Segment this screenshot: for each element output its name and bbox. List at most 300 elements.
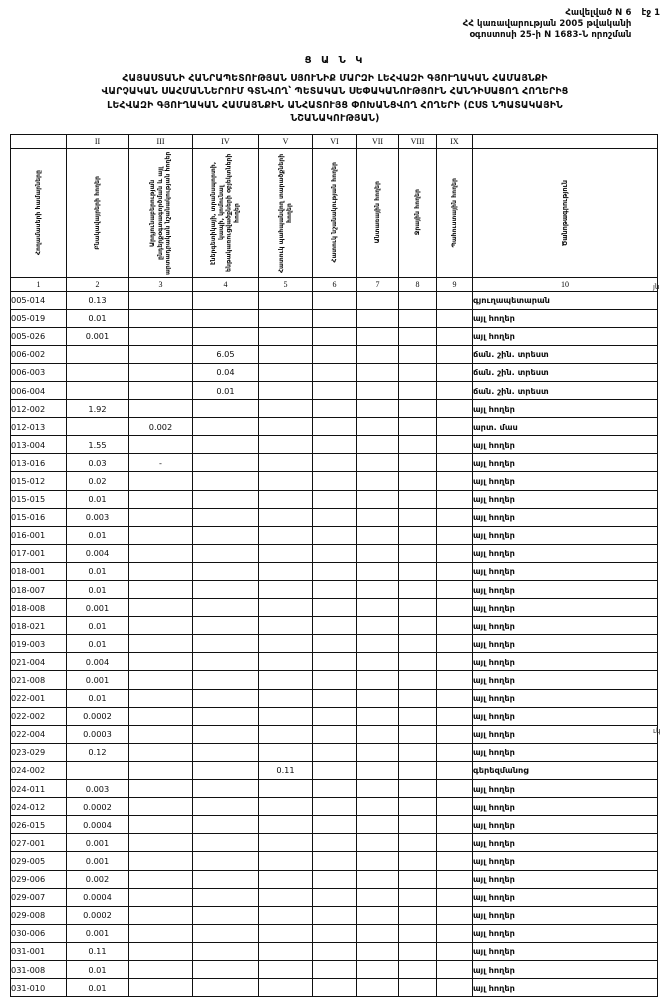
cell-water <box>399 906 437 924</box>
cell-forest <box>357 562 399 580</box>
cell-protected <box>259 526 313 544</box>
table-row <box>11 834 658 852</box>
cell-note: այլ հողեր <box>473 400 658 418</box>
cell-parcel-number: 031-010 <box>11 979 67 997</box>
cell-water <box>399 418 437 436</box>
cell-reserve <box>437 454 473 472</box>
cell-forest <box>357 653 399 671</box>
cell-reserve <box>437 942 473 960</box>
cell-note: այլ հողեր <box>473 743 658 761</box>
cell-parcel-number: 015-012 <box>11 472 67 490</box>
cell-water <box>399 870 437 888</box>
cell-parcel-number: 018-008 <box>11 599 67 617</box>
cell-protected <box>259 562 313 580</box>
cell-infrastructure <box>193 924 259 942</box>
cell-protected <box>259 617 313 635</box>
cell-special <box>313 707 357 725</box>
cell-infrastructure <box>193 599 259 617</box>
cell-forest <box>357 870 399 888</box>
cell-industrial <box>129 888 193 906</box>
cell-infrastructure <box>193 562 259 580</box>
cell-parcel-number: 021-008 <box>11 671 67 689</box>
cell-protected <box>259 924 313 942</box>
table-row <box>11 581 658 599</box>
cell-reserve <box>437 508 473 526</box>
colnum-1: 1 <box>11 277 67 291</box>
cell-note: այլ հողեր <box>473 798 658 816</box>
cell-infrastructure <box>193 743 259 761</box>
cell-note: այլ հողեր <box>473 490 658 508</box>
cell-special <box>313 816 357 834</box>
cell-forest <box>357 707 399 725</box>
cell-forest <box>357 816 399 834</box>
cell-note: այլ հողեր <box>473 924 658 942</box>
cell-settlement <box>67 381 129 399</box>
table-row <box>11 291 658 309</box>
cell-infrastructure <box>193 761 259 779</box>
cell-settlement: 0.0004 <box>67 816 129 834</box>
cell-note: այլ հողեր <box>473 544 658 562</box>
table-row <box>11 979 658 997</box>
cell-reserve <box>437 490 473 508</box>
cell-special <box>313 309 357 327</box>
cell-special <box>313 924 357 942</box>
roman-cell-4: IV <box>193 134 259 148</box>
cell-industrial <box>129 798 193 816</box>
cell-special <box>313 888 357 906</box>
cell-parcel-number: 019-003 <box>11 635 67 653</box>
cell-water <box>399 436 437 454</box>
land-parcels-table <box>10 134 658 997</box>
cell-special <box>313 635 357 653</box>
cell-protected <box>259 870 313 888</box>
cell-special <box>313 725 357 743</box>
cell-protected <box>259 581 313 599</box>
cell-settlement: 0.03 <box>67 454 129 472</box>
cell-protected <box>259 400 313 418</box>
cell-note: ճան. շին. տրեստ <box>473 363 658 381</box>
cell-water <box>399 852 437 870</box>
cell-water <box>399 689 437 707</box>
document-header <box>10 8 660 41</box>
cell-infrastructure <box>193 454 259 472</box>
cell-industrial <box>129 526 193 544</box>
cell-note: այլ հողեր <box>473 906 658 924</box>
cell-settlement: 0.01 <box>67 309 129 327</box>
cell-special <box>313 345 357 363</box>
table-row <box>11 707 658 725</box>
cell-note: այլ հողեր <box>473 942 658 960</box>
cell-note: այլ հողեր <box>473 508 658 526</box>
cell-water <box>399 671 437 689</box>
cell-note: այլ հողեր <box>473 454 658 472</box>
cell-industrial <box>129 381 193 399</box>
cell-parcel-number: 031-001 <box>11 942 67 960</box>
cell-reserve <box>437 870 473 888</box>
cell-forest <box>357 960 399 978</box>
cell-special <box>313 617 357 635</box>
cell-parcel-number: 017-001 <box>11 544 67 562</box>
cell-settlement <box>67 345 129 363</box>
cell-special <box>313 761 357 779</box>
cell-reserve <box>437 599 473 617</box>
cell-forest <box>357 689 399 707</box>
cell-special <box>313 870 357 888</box>
cell-parcel-number: 029-006 <box>11 870 67 888</box>
cell-reserve <box>437 852 473 870</box>
cell-industrial: 0.002 <box>129 418 193 436</box>
cell-infrastructure <box>193 327 259 345</box>
cell-industrial <box>129 291 193 309</box>
table-row <box>11 472 658 490</box>
cell-special <box>313 381 357 399</box>
cell-water <box>399 960 437 978</box>
cell-note: այլ հողեր <box>473 327 658 345</box>
margin-mark-row-27: ւկ <box>653 727 660 735</box>
table-row <box>11 689 658 707</box>
cell-protected <box>259 635 313 653</box>
cell-reserve <box>437 979 473 997</box>
cell-parcel-number: 012-002 <box>11 400 67 418</box>
cell-forest <box>357 309 399 327</box>
cell-forest <box>357 490 399 508</box>
cell-parcel-number: 005-014 <box>11 291 67 309</box>
cell-forest <box>357 780 399 798</box>
cell-settlement: 0.01 <box>67 526 129 544</box>
cell-parcel-number: 016-001 <box>11 526 67 544</box>
cell-reserve <box>437 381 473 399</box>
cell-infrastructure <box>193 689 259 707</box>
cell-protected <box>259 327 313 345</box>
cell-protected <box>259 942 313 960</box>
roman-cell-9: IX <box>437 134 473 148</box>
cell-note: այլ հողեր <box>473 960 658 978</box>
table-row <box>11 960 658 978</box>
cell-infrastructure: 6.05 <box>193 345 259 363</box>
cell-water <box>399 707 437 725</box>
cell-reserve <box>437 653 473 671</box>
header-reference-block <box>463 8 632 41</box>
table-row <box>11 363 658 381</box>
table-row <box>11 942 658 960</box>
table-row <box>11 526 658 544</box>
cell-parcel-number: 022-001 <box>11 689 67 707</box>
cell-settlement: 0.02 <box>67 472 129 490</box>
cell-settlement: 0.01 <box>67 562 129 580</box>
cell-special <box>313 942 357 960</box>
cell-special <box>313 689 357 707</box>
table-row <box>11 924 658 942</box>
cell-parcel-number: 023-029 <box>11 743 67 761</box>
cell-water <box>399 617 437 635</box>
cell-note: այլ հողեր <box>473 599 658 617</box>
cell-special <box>313 291 357 309</box>
cell-infrastructure <box>193 436 259 454</box>
cell-parcel-number: 013-004 <box>11 436 67 454</box>
cell-special <box>313 327 357 345</box>
cell-infrastructure <box>193 490 259 508</box>
cell-industrial <box>129 671 193 689</box>
cell-water <box>399 490 437 508</box>
table-row <box>11 780 658 798</box>
cell-reserve <box>437 635 473 653</box>
column-header-protected-lands: Հատուկ պահպանվող տարածքների հողեր <box>259 148 313 277</box>
cell-reserve <box>437 418 473 436</box>
cell-parcel-number: 030-006 <box>11 924 67 942</box>
cell-note: այլ հողեր <box>473 635 658 653</box>
cell-note: այլ հողեր <box>473 780 658 798</box>
cell-industrial <box>129 490 193 508</box>
cell-parcel-number: 022-002 <box>11 707 67 725</box>
cell-water <box>399 888 437 906</box>
cell-water <box>399 327 437 345</box>
cell-water <box>399 924 437 942</box>
cell-note: այլ հողեր <box>473 581 658 599</box>
cell-industrial <box>129 979 193 997</box>
cell-special <box>313 544 357 562</box>
cell-special <box>313 798 357 816</box>
cell-parcel-number: 018-001 <box>11 562 67 580</box>
table-body <box>11 291 658 997</box>
cell-water <box>399 834 437 852</box>
cell-industrial <box>129 544 193 562</box>
cell-infrastructure <box>193 291 259 309</box>
cell-reserve <box>437 960 473 978</box>
cell-protected <box>259 834 313 852</box>
cell-protected <box>259 291 313 309</box>
cell-protected <box>259 472 313 490</box>
cell-settlement: 0.01 <box>67 979 129 997</box>
cell-settlement: 0.01 <box>67 581 129 599</box>
cell-industrial <box>129 436 193 454</box>
table-row <box>11 562 658 580</box>
cell-forest <box>357 617 399 635</box>
colnum-4: 4 <box>193 277 259 291</box>
cell-settlement: 0.003 <box>67 780 129 798</box>
cell-special <box>313 834 357 852</box>
table-row <box>11 309 658 327</box>
cell-industrial <box>129 707 193 725</box>
cell-settlement: 0.01 <box>67 689 129 707</box>
cell-parcel-number: 015-015 <box>11 490 67 508</box>
cell-reserve <box>437 780 473 798</box>
table-row <box>11 761 658 779</box>
cell-protected <box>259 381 313 399</box>
cell-infrastructure <box>193 526 259 544</box>
colnum-10: 10 <box>473 277 658 291</box>
cell-reserve <box>437 924 473 942</box>
cell-note: այլ հողեր <box>473 816 658 834</box>
cell-forest <box>357 436 399 454</box>
header-line-3: օգոստոսի 25-ի N 1683-Ն որոշման <box>463 30 632 41</box>
cell-protected <box>259 363 313 381</box>
table-row <box>11 400 658 418</box>
cell-forest <box>357 888 399 906</box>
cell-industrial <box>129 960 193 978</box>
cell-note: ճան. շին. տրեստ <box>473 345 658 363</box>
cell-settlement <box>67 761 129 779</box>
cell-protected <box>259 979 313 997</box>
roman-cell-6: VI <box>313 134 357 148</box>
cell-infrastructure <box>193 906 259 924</box>
cell-protected <box>259 960 313 978</box>
cell-water <box>399 599 437 617</box>
cell-note: ճան. շին. տրեստ <box>473 381 658 399</box>
cell-forest <box>357 834 399 852</box>
cell-settlement: 0.01 <box>67 635 129 653</box>
table-row <box>11 454 658 472</box>
cell-forest <box>357 743 399 761</box>
cell-forest <box>357 942 399 960</box>
cell-industrial <box>129 761 193 779</box>
cell-forest <box>357 400 399 418</box>
cell-protected <box>259 436 313 454</box>
cell-forest <box>357 924 399 942</box>
cell-reserve <box>437 743 473 761</box>
cell-parcel-number: 006-003 <box>11 363 67 381</box>
table-row <box>11 852 658 870</box>
cell-settlement: 0.001 <box>67 671 129 689</box>
cell-settlement: 0.0002 <box>67 707 129 725</box>
cell-settlement: 0.01 <box>67 960 129 978</box>
cell-industrial <box>129 472 193 490</box>
column-header-infrastructure-lands: էներգետիկայի, տրանսպորտի, կապի, կոմունալ ենթակառուցվածքների օբյեկտների հողեր <box>193 148 259 277</box>
cell-protected <box>259 707 313 725</box>
table-row <box>11 544 658 562</box>
cell-infrastructure <box>193 508 259 526</box>
cell-reserve <box>437 834 473 852</box>
cell-industrial <box>129 725 193 743</box>
cell-settlement: 0.0002 <box>67 906 129 924</box>
cell-special <box>313 906 357 924</box>
cell-special <box>313 418 357 436</box>
cell-water <box>399 400 437 418</box>
cell-industrial <box>129 400 193 418</box>
cell-forest <box>357 345 399 363</box>
cell-reserve <box>437 816 473 834</box>
cell-infrastructure <box>193 816 259 834</box>
cell-water <box>399 798 437 816</box>
cell-industrial <box>129 942 193 960</box>
cell-note: արտ. մաս <box>473 418 658 436</box>
column-header-parcel-number: Հողամասերի համարները <box>11 148 67 277</box>
cell-parcel-number: 018-007 <box>11 581 67 599</box>
cell-water <box>399 780 437 798</box>
cell-parcel-number: 022-004 <box>11 725 67 743</box>
cell-industrial <box>129 581 193 599</box>
cell-reserve <box>437 617 473 635</box>
cell-parcel-number: 005-026 <box>11 327 67 345</box>
cell-water <box>399 472 437 490</box>
cell-special <box>313 436 357 454</box>
cell-industrial <box>129 562 193 580</box>
cell-industrial <box>129 363 193 381</box>
table-row <box>11 418 658 436</box>
cell-forest <box>357 635 399 653</box>
cell-protected <box>259 345 313 363</box>
cell-infrastructure <box>193 707 259 725</box>
cell-protected <box>259 454 313 472</box>
cell-special <box>313 526 357 544</box>
roman-cell-10 <box>473 134 658 148</box>
page-number: էջ 1 <box>641 8 660 18</box>
cell-parcel-number: 029-007 <box>11 888 67 906</box>
cell-settlement: 1.92 <box>67 400 129 418</box>
cell-water <box>399 309 437 327</box>
cell-reserve <box>437 309 473 327</box>
cell-protected <box>259 418 313 436</box>
cell-protected <box>259 309 313 327</box>
cell-protected <box>259 671 313 689</box>
title-line-2: ՎԱՐՉԱԿԱՆ ՍԱՀՄԱՆՆԵՐՈՒՄ ԳՏՆՎՈՂ՝ ՊԵՏԱԿԱՆ ՍԵՓԱԿԱՆՈՒԹՅՈՒՆ ՀԱՆԴԻՍԱՑՈՂ ՀՈՂԵՐԻՑ <box>24 85 646 98</box>
cell-note: այլ հողեր <box>473 725 658 743</box>
colnum-7: 7 <box>357 277 399 291</box>
cell-infrastructure <box>193 418 259 436</box>
cell-protected <box>259 852 313 870</box>
cell-protected <box>259 490 313 508</box>
table-row <box>11 490 658 508</box>
cell-note: այլ հողեր <box>473 562 658 580</box>
cell-settlement: 0.001 <box>67 852 129 870</box>
header-line-1: Հավելված N 6 <box>463 8 632 19</box>
cell-forest <box>357 761 399 779</box>
cell-infrastructure: 0.04 <box>193 363 259 381</box>
cell-water <box>399 816 437 834</box>
table-row <box>11 381 658 399</box>
colnum-9: 9 <box>437 277 473 291</box>
table-row <box>11 725 658 743</box>
cell-parcel-number: 031-008 <box>11 960 67 978</box>
cell-special <box>313 363 357 381</box>
cell-water <box>399 562 437 580</box>
cell-note: այլ հողեր <box>473 671 658 689</box>
table-row <box>11 508 658 526</box>
cell-infrastructure: 0.01 <box>193 381 259 399</box>
cell-settlement: 0.001 <box>67 834 129 852</box>
cell-reserve <box>437 345 473 363</box>
cell-industrial <box>129 906 193 924</box>
cell-infrastructure <box>193 653 259 671</box>
cell-note: այլ հողեր <box>473 526 658 544</box>
cell-infrastructure <box>193 617 259 635</box>
cell-forest <box>357 454 399 472</box>
column-header-forest-lands: Անտառային հողեր <box>357 148 399 277</box>
cell-special <box>313 599 357 617</box>
cell-parcel-number: 024-011 <box>11 780 67 798</box>
cell-infrastructure <box>193 472 259 490</box>
cell-water <box>399 345 437 363</box>
cell-protected <box>259 888 313 906</box>
cell-special <box>313 508 357 526</box>
cell-protected <box>259 508 313 526</box>
cell-special <box>313 562 357 580</box>
cell-settlement: 0.0002 <box>67 798 129 816</box>
cell-water <box>399 454 437 472</box>
cell-protected <box>259 725 313 743</box>
cell-reserve <box>437 888 473 906</box>
cell-forest <box>357 363 399 381</box>
cell-industrial <box>129 852 193 870</box>
cell-industrial <box>129 870 193 888</box>
cell-settlement: 0.002 <box>67 870 129 888</box>
cell-protected <box>259 906 313 924</box>
cell-forest <box>357 852 399 870</box>
table-row <box>11 345 658 363</box>
cell-special <box>313 653 357 671</box>
cell-special <box>313 979 357 997</box>
table-row <box>11 888 658 906</box>
table-row <box>11 599 658 617</box>
